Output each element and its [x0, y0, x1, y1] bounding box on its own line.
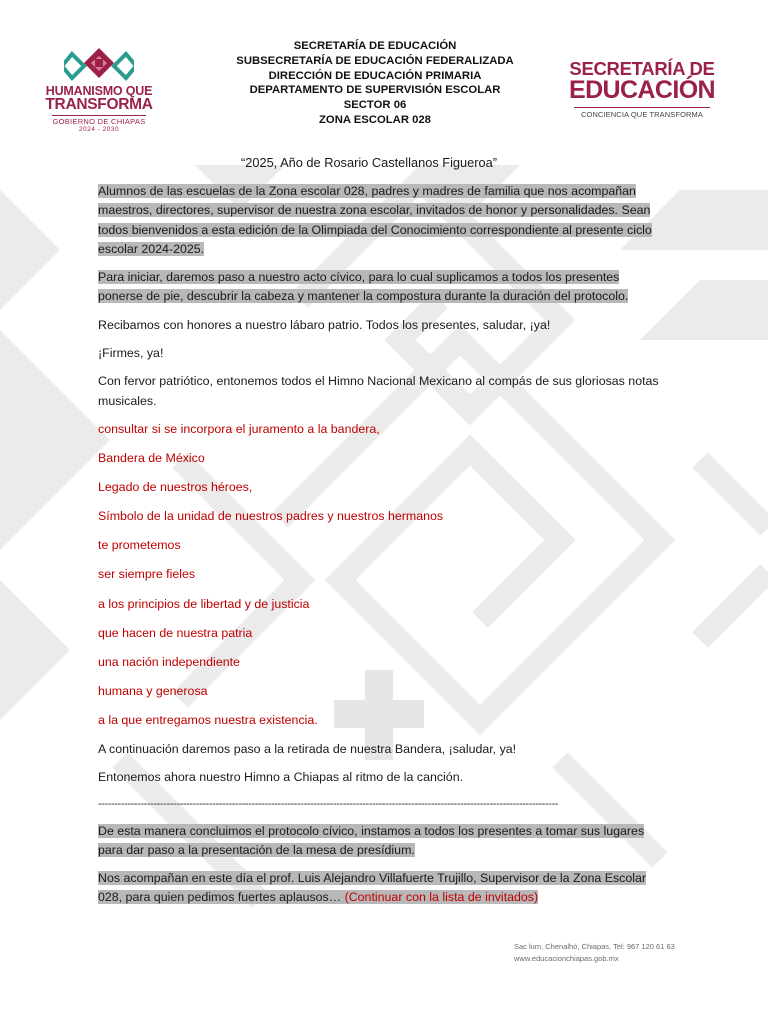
- header-line: SUBSECRETARÍA DE EDUCACIÓN FEDERALIZADA: [236, 54, 514, 67]
- logo-left-line2: TRANSFORMA: [45, 96, 153, 113]
- logo-right-line1: SECRETARÍA DE: [569, 58, 715, 79]
- footer-website: www.educacionchiapas.gob.mx: [514, 954, 619, 963]
- logo-right-tagline: CONCIENCIA QUE TRANSFORMA: [574, 107, 710, 119]
- header-line: SECTOR 06: [343, 99, 407, 112]
- logo-left-line4: 2024 - 2030: [78, 126, 120, 133]
- protocol-conclusion-text: De esta manera concluimos el protocolo cívico, instamos a todos los presentes a tomar sus lugares para dar paso a la presentación de la mesa de presídium.: [98, 823, 645, 857]
- oath-line: humana y generosa: [98, 683, 208, 698]
- oath-line: Símbolo de la unidad de nuestros padres y nuestros hermanos: [98, 509, 444, 524]
- chiapas-anthem-paragraph: Entonemos ahora nuestro Himno a Chiapas al ritmo de la canción.: [98, 770, 464, 785]
- document-footer: [514, 941, 675, 965]
- oath-line: a la que entregamos nuestra existencia.: [98, 712, 318, 727]
- year-motto: “2025, Año de Rosario Castellanos Figueroa”: [240, 155, 498, 170]
- guest-list-note: (Continuar con la lista de invitados): [344, 890, 539, 905]
- header-line: DEPARTAMENTO DE SUPERVISIÓN ESCOLAR: [249, 84, 501, 97]
- header-line: ZONA ESCOLAR 028: [319, 113, 431, 126]
- gobierno-chiapas-logo: [44, 44, 154, 144]
- oath-line: consultar si se incorpora el juramento a la bandera,: [98, 421, 380, 436]
- logo-left-line3: GOBIERNO DE CHIAPAS: [52, 117, 146, 126]
- welcome-text: Alumnos de las escuelas de la Zona escolar 028, padres y madres de familia que nos acompañan maestros, directores, supervisor de nuestra zona escolar, invitados de honor y personalidades. Sean todos bienvenidos a esta edición de la Olimpiada del Conocimiento correspondiente al presente ciclo escolar 2024-2025.: [98, 184, 652, 256]
- document-body: [98, 182, 660, 917]
- flag-honors-paragraph: Recibamos con honores a nuestro lábaro patrio. Todos los presentes, saludar, ¡ya!: [98, 317, 551, 332]
- flag-retreat-paragraph: A continuación daremos paso a la retirada de nuestra Bandera, ¡saludar, ya!: [98, 742, 517, 756]
- firmes-paragraph: ¡Firmes, ya!: [98, 346, 164, 361]
- footer-address: Sac lum, Chenalhó, Chiapas. Tel: 967 120 61 63: [514, 942, 675, 951]
- presidium-text: Nos acompañan en este día el prof. Luis Alejandro Villafuerte Trujillo, Supervisor de la Zona Escolar 028, para quien pedimos fuertes aplausos…: [98, 871, 647, 905]
- secretaria-educacion-logo: [566, 60, 718, 119]
- welcome-paragraph: [98, 182, 660, 259]
- dashed-divider: ---------------------------------------------------------------------------------------------------------------------------------------------: [98, 797, 559, 810]
- oath-line: Bandera de México: [98, 451, 205, 466]
- oath-line: te prometemos: [98, 538, 181, 553]
- oath-line: Legado de nuestros héroes,: [98, 480, 253, 495]
- header-line: DIRECCIÓN DE EDUCACIÓN PRIMARIA: [268, 69, 482, 82]
- national-anthem-paragraph: Con fervor patriótico, entonemos todos el Himno Nacional Mexicano al compás de sus gloriosas notas musicales.: [98, 374, 659, 408]
- civic-act-paragraph: [98, 268, 660, 307]
- logo-left-line1: HUMANISMO QUE: [45, 84, 153, 98]
- presidium-paragraph: [98, 869, 660, 908]
- oath-line: que hacen de nuestra patria: [98, 625, 253, 640]
- civic-act-text: Para iniciar, daremos paso a nuestro acto cívico, para lo cual suplicamos a todos los presentes ponerse de pie, descubrir la cabeza y mantener la compostura durante la duración del protocolo.: [98, 270, 629, 304]
- oath-line: una nación independiente: [98, 654, 240, 669]
- protocol-conclusion-paragraph: [98, 822, 660, 861]
- humanismo-emblem-icon: [64, 44, 134, 82]
- document-header: [200, 39, 550, 128]
- oath-line: ser siempre fieles: [98, 567, 196, 582]
- oath-line: a los principios de libertad y de justicia: [98, 596, 310, 611]
- header-line: SECRETARÍA DE EDUCACIÓN: [293, 40, 457, 52]
- logo-right-line2: EDUCACIÓN: [569, 76, 715, 104]
